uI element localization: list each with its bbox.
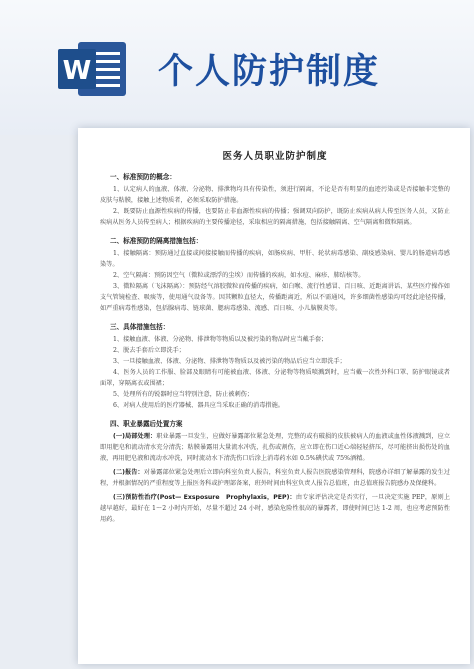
document-body xyxy=(100,148,450,525)
paragraph: 2、脱去手套后立即洗手； xyxy=(113,347,185,354)
paragraph: 3、微粒隔离（飞沫隔离）：预防经气溶胶微粒而传播的疾病，如白喉、流行性感冒、百日咳、近距离讲话、某些医疗操作如支气管镜检查、吸痰等，使用通气设备等。因其颗粒直径大，传播距离近，所以不需通风，许多细菌性感染均可经此途径传播，如严重病毒性感染，包括腺病毒、链球菌、腮病毒感染、流感、百日咳、小儿脑膜炎等。 xyxy=(100,283,450,312)
banner-title: 个人防护制度 xyxy=(158,52,381,92)
paragraph: 3、一旦接触血液、体液、分泌物、排泄物等物质以及被污染的物品后应当立即洗手； xyxy=(113,358,346,365)
paragraph: 4、医务人员的工作服、脸部及眼睛有可能被血液、体液、分泌物等物质喷溅到时，应当戴一次性外科口罩、防护眼镜或者面罩，穿隔离衣或围裙； xyxy=(100,369,450,387)
paragraph: (三)预防性治疗(Post— Exsposure Prophylaxis，PEP)：由专家评估决定是否实行，一旦决定实施 PEP，原则上越早越好，最好在 1～2 小时内开始，尽量不超过 24 小时，感染危险性很高的暴露者，即使时间已达 1-2 周，也应考虑预防性用药。 xyxy=(100,494,451,523)
paragraph: 1、认定病人的血液、体液、分泌物、排泄物均具有传染性，须进行隔离，不论是否有明显的血迹污染或是否接触非完整的皮肤与粘膜，接触上述物质者，必须采取防护措施。 xyxy=(100,186,450,204)
section-heading: 四、职业暴露后处置方案 xyxy=(110,420,183,428)
section-heading: 一、标准预防的概念： xyxy=(110,173,176,181)
paragraph: 6、对病人使用后的医疗器械、器具应当采取正确的消毒措施。 xyxy=(113,402,284,409)
section-heading: 三、具体措施包括： xyxy=(110,323,170,331)
section-heading: 二、标准预防的隔离措施包括： xyxy=(110,237,203,245)
document-page xyxy=(78,128,470,664)
paragraph: (二)报告：对暴露部位紧急处理后立即向科室负责人报告，科室负责人报告医院感染管理科，院感办详细了解暴露的发生过程，并根据情况的严重程度等上报医务科或护理部备案，班外时间由科室负责人报告总值班，由总值班报告院感办及保健科。 xyxy=(100,469,451,487)
paragraph: 2、既要防止血源性疾病的传播，也要防止非血源性疾病的传播；强调双向防护，既防止疾病从病人传至医务人员，又防止疾病从医务人员传至病人；根据疾病的主要传播途径，采取相应的隔离措施，包括接触隔离、空气隔离和微粒隔离。 xyxy=(100,208,450,226)
word-logo-letter: W xyxy=(62,56,92,86)
paragraph: 5、处理所有的锐器时应当特别注意，防止被刺伤； xyxy=(113,391,254,398)
document-title: 医务人员职业防护制度 xyxy=(222,151,328,162)
paragraph: 1、接触隔离：预防通过直接或间接接触而传播的疾病，如肠疾病、甲肝、轮状病毒感染、副疫感染病、婴儿的肠道病毒感染等。 xyxy=(100,250,450,268)
paragraph: 1、接触血液、体液、分泌物、排泄物等物质以及被污染的物品时应当戴手套； xyxy=(113,336,328,343)
paragraph: (一)局部处理：职业暴露一旦发生，应做好暴露部位紧急处理，完整的或有破损的皮肤被病人的血液或血性体液溅到，应立即用肥皂和流动清水充分清洗；粘膜暴露用大量流水冲洗，扎伤或割伤，应立即在伤口近心端轻轻挤压，尽可能挤出损伤处的血液，再用肥皂液和流动水冲洗，同时流动水下清洗伤口后涂上消毒药水如 0.5%碘伏或 75%酒精。 xyxy=(100,433,451,462)
paragraph-lead: (二)报告： xyxy=(113,469,144,476)
paragraph-lead: (一)局部处理： xyxy=(113,433,157,440)
paragraph: 2、空气隔离：预防因空气（微粒或漂浮的尘埃）而传播的疾病，如水痘、麻疹、肺结核等。 xyxy=(113,272,365,279)
word-icon xyxy=(56,40,128,98)
paragraph-lead: (三)预防性治疗(Post— Exsposure Prophylaxis，PEP)： xyxy=(113,494,296,501)
